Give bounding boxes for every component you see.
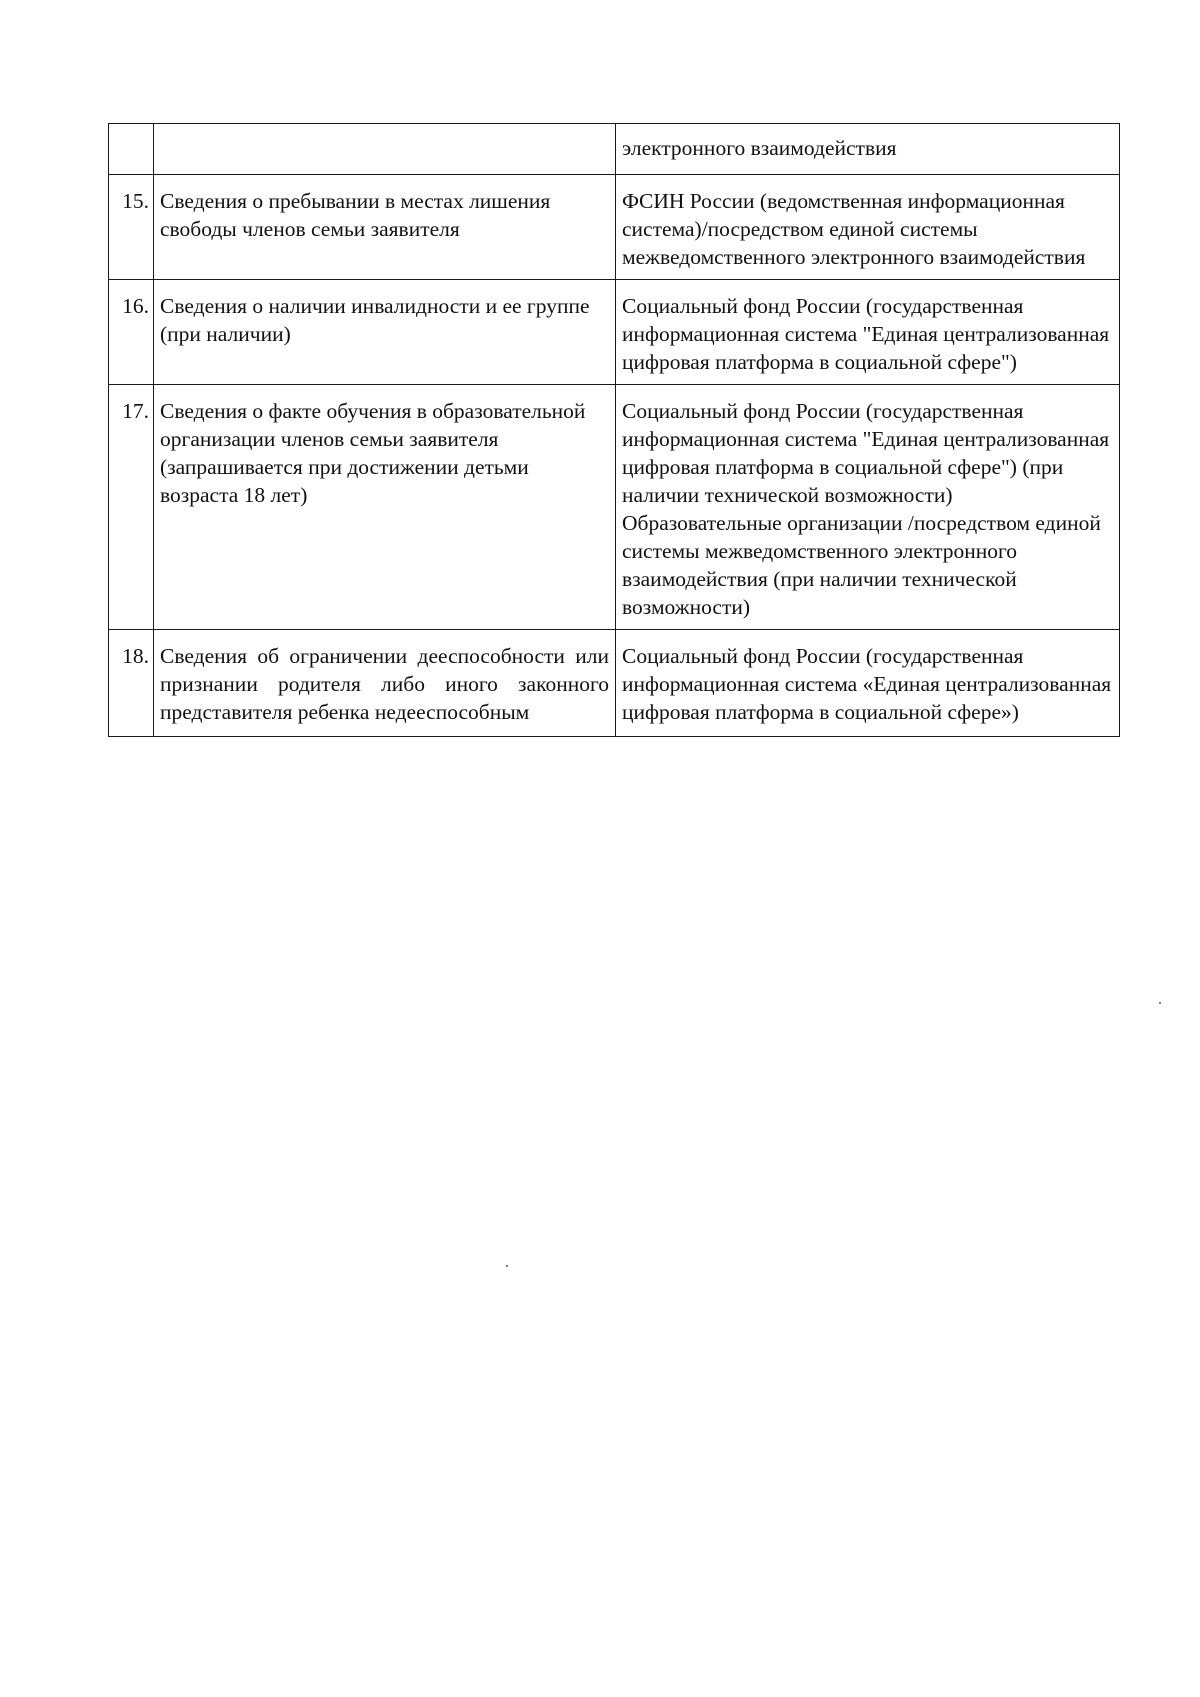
row-source-extra: Образовательные организации /посредством единой системы межведомственного электронного взаимодействия (при наличии технической возможности) <box>622 511 1101 619</box>
row-description <box>154 124 616 175</box>
row-source: ФСИН России (ведомственная информационная система)/посредством единой системы межведомственного электронного взаимодействия <box>616 175 1120 280</box>
table-row-16 <box>109 280 1120 385</box>
table-row-17 <box>109 385 1120 630</box>
row-number: 15. <box>109 175 154 280</box>
row-number: 17. <box>109 385 154 630</box>
row-description: Сведения о пребывании в местах лишения свободы членов семьи заявителя <box>154 175 616 280</box>
row-source-cell <box>616 385 1120 630</box>
row-description: Сведения о факте обучения в образовательной организации членов семьи заявителя (запрашивается при достижении детьми возраста 18 лет) <box>154 385 616 630</box>
table-row-continuation <box>109 124 1120 175</box>
row-description: Сведения об ограничении дееспособности или признании родителя либо иного законного представителя ребенка недееспособным <box>154 630 616 737</box>
row-number: 16. <box>109 280 154 385</box>
row-description: Сведения о наличии инвалидности и ее группе (при наличии) <box>154 280 616 385</box>
row-source: Социальный фонд России (государственная информационная система "Единая централизованная цифровая платформа в социальной сфере") <box>616 280 1120 385</box>
table-row-15 <box>109 175 1120 280</box>
row-source: электронного взаимодействия <box>616 124 1120 175</box>
scan-speck <box>1159 1002 1161 1004</box>
row-number <box>109 124 154 175</box>
row-source: Социальный фонд России (государственная информационная система «Единая централизованная цифровая платформа в социальной сфере») <box>616 630 1120 737</box>
requirements-table <box>108 123 1120 737</box>
row-number: 18. <box>109 630 154 737</box>
row-source: Социальный фонд России (государственная информационная система "Единая централизованная цифровая платформа в социальной сфере") (при наличии технической возможности) <box>622 399 1110 507</box>
table-row-18 <box>109 630 1120 737</box>
scan-speck <box>506 1265 508 1267</box>
